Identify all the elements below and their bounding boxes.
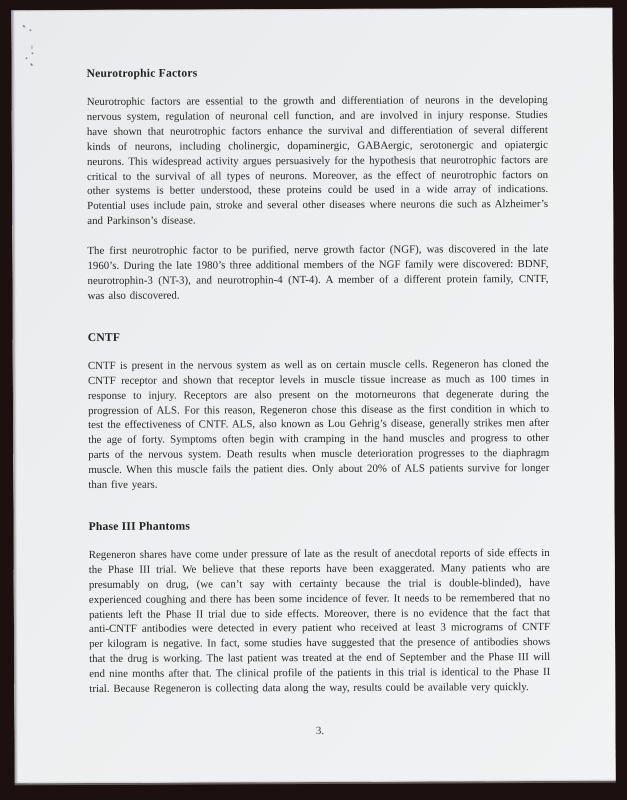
section-heading: Phase III Phantoms	[88, 519, 191, 533]
section-heading: Neurotrophic Factors	[86, 66, 198, 80]
section-heading: CNTF	[87, 330, 121, 344]
paragraph: Neurotrophic factors are essential to the growth and differentiation of neurons in the developing nervous system, regulation of neuronal cell function, and are involved in injury response. Studies have shown that neurotrophic factors enhance the survival and differentiation of several different kinds of neurons, including cholinergic, dopaminergic, GABAergic, serotonergic and opiatergic neurons. This widespread activity argues persuasively for the hypothesis that neurotrophic factors are critical to the survival of all types of neurons. Moreover, as the effect of neurotrophic factors on other systems is better understood, these proteins could be used in a wide array of indications. Potential uses include pain, stroke and several other diseases where neurons die such as Alzheimer’s and Parkinson’s disease.	[86, 93, 549, 228]
document-body	[86, 8, 550, 738]
paragraph: The first neurotrophic factor to be purified, nerve growth factor (NGF), was discovered in the late 1960’s. During the late 1980’s three additional members of the NGF family were discovered: BDNF, neurotrophin-3 (NT-3), and neurotrophin-4 (NT-4). A member of a different protein family, CNTF, was also discovered.	[87, 243, 549, 302]
section-neurotrophic-factors	[87, 65, 549, 304]
pencil-mark	[31, 52, 33, 54]
paragraph: Regeneron shares have come under pressure of late as the result of anecdotal reports of side effects in the Phase III trial. We believe that these reports have been exaggerated. Many patients who are presumably on drug, (we can’t say with certainty because the trial is double-blinded), have experienced coughing and there has been some incidence of fever. It needs to be remembered that no patients left the Phase II trial due to side effects. Moreover, there is no evidence that the fact that anti-CNTF antibodies were detected in every patient who received at least 3 micrograms of CNTF per kilogram is negative. In fact, some studies have suggested that the presence of antibodies shows that the drug is working. The last patient was treated at the end of September and the Phase III will end nine months after that. The clinical profile of the patients in this trial is identical to the Phase II trial. Because Regeneron is collecting data along the way, results could be available very quickly.	[88, 546, 551, 696]
pencil-mark	[31, 45, 32, 49]
scanned-page	[11, 8, 615, 784]
page-number: 3.	[315, 724, 325, 737]
pencil-mark	[22, 25, 26, 28]
section-cntf	[88, 329, 550, 493]
pencil-mark	[29, 29, 31, 31]
pencil-mark	[26, 57, 28, 59]
paragraph: CNTF is present in the nervous system as well as on certain muscle cells. Regeneron has cloned the CNTF receptor and shown that receptor levels in muscle tissue increase as much as 100 times in response to injury. Receptors are also present on the motorneurons that degenerate during the progression of ALS. For this reason, Regeneron chose this disease as the first condition in which to test the effectiveness of CNTF. ALS, also known as Lou Gehrig’s disease, generally strikes men after the age of forty. Symptoms often begin with cramping in the hand muscles and progress to other parts of the nervous system. Death results when muscle deterioration progresses to the diaphragm muscle. When this muscle fails the patient dies. Only about 20% of ALS patients survive for longer than five years.	[87, 357, 550, 492]
pencil-mark	[30, 63, 33, 67]
section-phase-iii-phantoms	[89, 518, 551, 697]
